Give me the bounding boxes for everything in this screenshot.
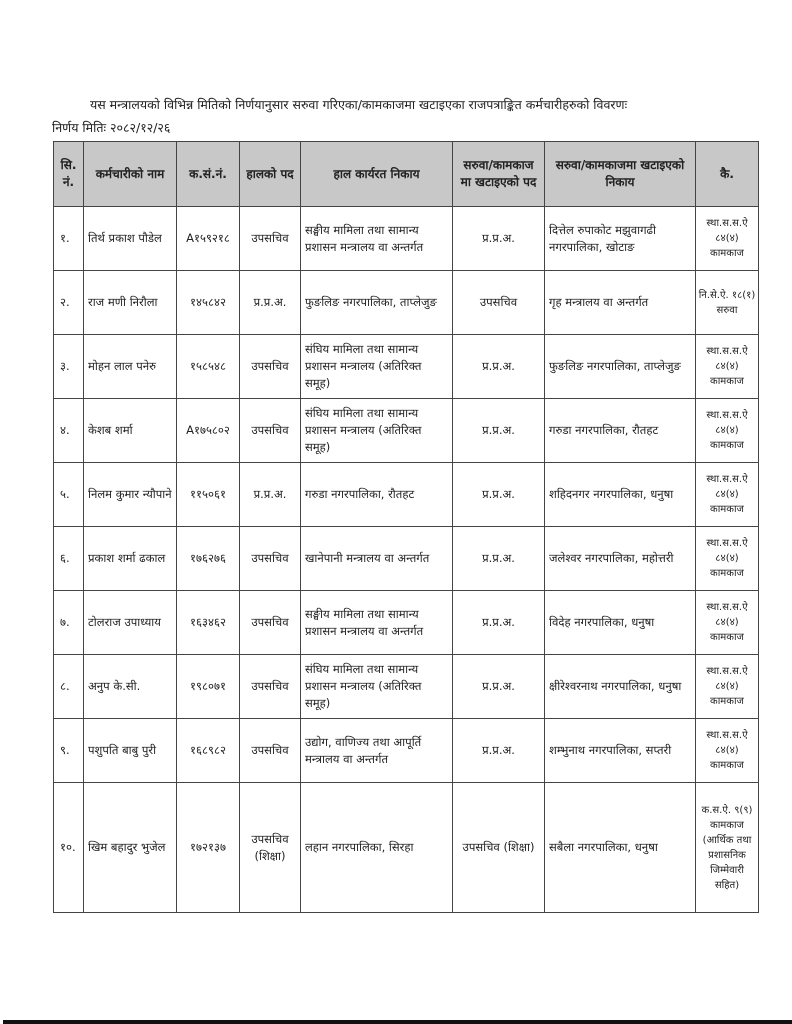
header-new-office: सरुवा/कामकाजमा खटाइएको निकाय [545, 142, 696, 207]
cell-current-office: गरुडा नगरपालिका, रौतहट [301, 463, 453, 527]
cell-current-post: उपसचिव [240, 207, 301, 271]
header-new-post: सरुवा/कामकाज मा खटाइएको पद [453, 142, 545, 207]
decision-date: निर्णय मितिः २०८२/१२/२६ [52, 120, 171, 135]
cell-remarks: स्था.स.स.ऐ ८४(४) कामकाज [696, 719, 759, 783]
transfer-table [53, 141, 759, 913]
cell-name: तिर्थ प्रकाश पौडेल [84, 207, 177, 271]
cell-new-office: फुङलिङ नगरपालिका, ताप्लेजुङ [545, 335, 696, 399]
cell-current-post: उपसचिव [240, 655, 301, 719]
cell-sn: ९. [54, 719, 84, 783]
cell-name: टोलराज उपाध्याय [84, 591, 177, 655]
cell-new-office: गृह मन्त्रालय वा अन्तर्गत [545, 271, 696, 335]
cell-current-post: उपसचिव [240, 591, 301, 655]
cell-name: पशुपति बाबु पुरी [84, 719, 177, 783]
cell-current-post: उपसचिव (शिक्षा) [240, 783, 301, 913]
cell-new-post: प्र.प्र.अ. [453, 719, 545, 783]
cell-current-office: खानेपानी मन्त्रालय वा अन्तर्गत [301, 527, 453, 591]
cell-current-office: उद्योग, वाणिज्य तथा आपूर्ति मन्त्रालय वा अन्तर्गत [301, 719, 453, 783]
table-row [54, 719, 759, 783]
cell-new-post: प्र.प्र.अ. [453, 591, 545, 655]
cell-code: १७६२७६ [177, 527, 240, 591]
cell-remarks: क.स.ऐ. ९(९) कामकाज (आर्थिक तथा प्रशासनिक जिम्मेवारी सहित) [696, 783, 759, 913]
cell-remarks: स्था.स.स.ऐ ८४(४) कामकाज [696, 399, 759, 463]
cell-current-office: लहान नगरपालिका, सिरहा [301, 783, 453, 913]
table-row [54, 463, 759, 527]
intro-text: यस मन्त्रालयको विभिन्न मितिको निर्णयानुसार सरुवा गरिएका/कामकाजमा खटाइएका राजपत्राङ्कित कर्मचारीहरुको विवरणः [90, 97, 628, 112]
header-remarks: कै. [696, 142, 759, 207]
cell-new-office: शहिदनगर नगरपालिका, धनुषा [545, 463, 696, 527]
cell-new-office: क्षीरेश्वरनाथ नगरपालिका, धनुषा [545, 655, 696, 719]
cell-remarks: स्था.स.स.ऐ ८४(४) कामकाज [696, 335, 759, 399]
cell-new-post: प्र.प्र.अ. [453, 399, 545, 463]
cell-current-post: उपसचिव [240, 335, 301, 399]
cell-name: अनुप के.सी. [84, 655, 177, 719]
cell-current-post: उपसचिव [240, 719, 301, 783]
cell-new-post: प्र.प्र.अ. [453, 463, 545, 527]
cell-current-post: उपसचिव [240, 399, 301, 463]
cell-remarks: स्था.स.स.ऐ ८४(४) कामकाज [696, 527, 759, 591]
cell-current-post: प्र.प्र.अ. [240, 271, 301, 335]
cell-code: १६८९८२ [177, 719, 240, 783]
table-row [54, 527, 759, 591]
cell-name: मोहन लाल पनेरु [84, 335, 177, 399]
cell-current-office: फुङलिङ नगरपालिका, ताप्लेजुङ [301, 271, 453, 335]
cell-code: A१७५८०२ [177, 399, 240, 463]
cell-new-office: सबैला नगरपालिका, धनुषा [545, 783, 696, 913]
cell-new-office: गरुडा नगरपालिका, रौतहट [545, 399, 696, 463]
table-row [54, 783, 759, 913]
cell-current-office: संघिय मामिला तथा सामान्य प्रशासन मन्त्रालय (अतिरिक्त समूह) [301, 335, 453, 399]
cell-remarks: नि.से.ऐ. १८(१) सरुवा [696, 271, 759, 335]
cell-current-office: सङ्घीय मामिला तथा सामान्य प्रशासन मन्त्रालय वा अन्तर्गत [301, 591, 453, 655]
cell-sn: १. [54, 207, 84, 271]
cell-new-post: प्र.प्र.अ. [453, 207, 545, 271]
cell-new-post: उपसचिव [453, 271, 545, 335]
cell-sn: ८. [54, 655, 84, 719]
cell-new-post: प्र.प्र.अ. [453, 655, 545, 719]
cell-name: निलम कुमार न्यौपाने [84, 463, 177, 527]
cell-remarks: स्था.स.स.ऐ ८४(४) कामकाज [696, 207, 759, 271]
cell-current-office: सङ्घीय मामिला तथा सामान्य प्रशासन मन्त्रालय वा अन्तर्गत [301, 207, 453, 271]
cell-code: १७२१३७ [177, 783, 240, 913]
header-code: क.सं.नं. [177, 142, 240, 207]
cell-sn: ३. [54, 335, 84, 399]
cell-sn: १०. [54, 783, 84, 913]
cell-current-office: संघिय मामिला तथा सामान्य प्रशासन मन्त्रालय (अतिरिक्त समूह) [301, 399, 453, 463]
cell-new-post: उपसचिव (शिक्षा) [453, 783, 545, 913]
cell-remarks: स्था.स.स.ऐ ८४(४) कामकाज [696, 463, 759, 527]
cell-new-office: दित्तेल रुपाकोट मझुवागढी नगरपालिका, खोटाङ [545, 207, 696, 271]
table-row [54, 271, 759, 335]
cell-code: A१५९२१८ [177, 207, 240, 271]
cell-name: राज मणी निरौला [84, 271, 177, 335]
cell-sn: ५. [54, 463, 84, 527]
cell-code: १५८५४८ [177, 335, 240, 399]
cell-new-office: जलेश्वर नगरपालिका, महोत्तरी [545, 527, 696, 591]
cell-remarks: स्था.स.स.ऐ ८४(४) कामकाज [696, 591, 759, 655]
cell-new-office: शम्भुनाथ नगरपालिका, सप्तरी [545, 719, 696, 783]
cell-new-office: विदेह नगरपालिका, धनुषा [545, 591, 696, 655]
cell-code: १९८०७१ [177, 655, 240, 719]
cell-code: ११५०६१ [177, 463, 240, 527]
cell-sn: २. [54, 271, 84, 335]
table-row [54, 335, 759, 399]
cell-sn: ४. [54, 399, 84, 463]
cell-current-post: प्र.प्र.अ. [240, 463, 301, 527]
table-row [54, 591, 759, 655]
cell-code: १६३४६२ [177, 591, 240, 655]
cell-sn: ७. [54, 591, 84, 655]
cell-current-office: संघिय मामिला तथा सामान्य प्रशासन मन्त्रालय (अतिरिक्त समूह) [301, 655, 453, 719]
header-current-post: हालको पद [240, 142, 301, 207]
cell-name: खिम बहादुर भुजेल [84, 783, 177, 913]
cell-sn: ६. [54, 527, 84, 591]
table-row [54, 207, 759, 271]
table-row [54, 399, 759, 463]
cell-new-post: प्र.प्र.अ. [453, 335, 545, 399]
page-bottom-bar [3, 1020, 792, 1024]
header-name: कर्मचारीको नाम [84, 142, 177, 207]
cell-name: प्रकाश शर्मा ढकाल [84, 527, 177, 591]
header-sn: सि. नं. [54, 142, 84, 207]
cell-new-post: प्र.प्र.अ. [453, 527, 545, 591]
table-row [54, 655, 759, 719]
header-current-office: हाल कार्यरत निकाय [301, 142, 453, 207]
table-header-row [54, 142, 759, 207]
cell-code: १४५८४२ [177, 271, 240, 335]
cell-remarks: स्था.स.स.ऐ ८४(४) कामकाज [696, 655, 759, 719]
cell-current-post: उपसचिव [240, 527, 301, 591]
cell-name: केशब शर्मा [84, 399, 177, 463]
